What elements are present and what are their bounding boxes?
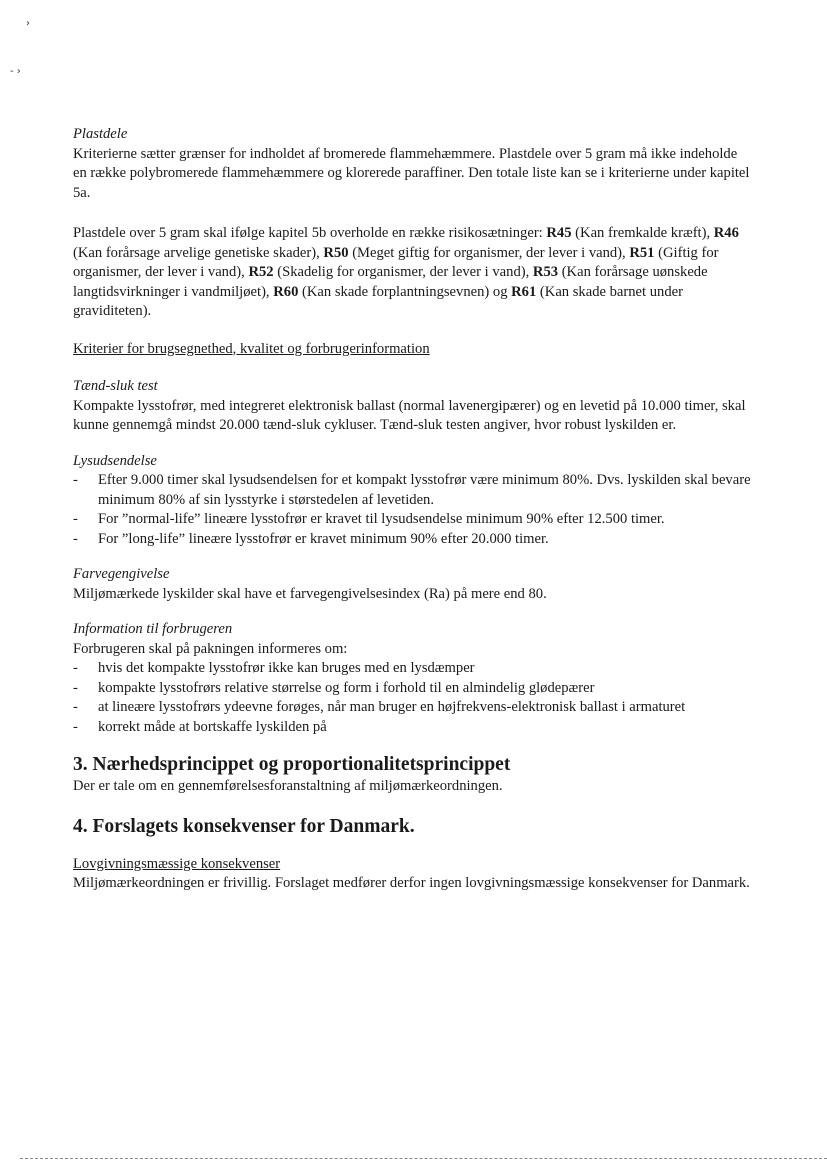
list-item: - at lineære lysstofrørs ydeevne forøges, når man bruger en højfrekvens-elektronisk ballast i armaturet xyxy=(73,698,753,718)
text-segment: (Kan forårsage arvelige genetiske skader), xyxy=(73,244,324,261)
risk-phrase-r61: R61 xyxy=(511,283,537,300)
farvegengivelse-heading: Farvegengivelse xyxy=(73,566,170,582)
list-item: - Efter 9.000 timer skal lysudsendelsen for et kompakt lysstofrør være minimum 80%. Dvs. lyskilden skal bevare minimum 80% af sin lysstyrke i størstedelen af levetiden. xyxy=(73,471,753,510)
information-list xyxy=(73,659,753,737)
farvegengivelse-text: Miljømærkede lyskilder skal have et farvegengivelsesindex (Ra) på mere end 80. xyxy=(73,585,547,602)
plastdele-paragraph-2 xyxy=(73,224,753,322)
risk-phrase-r60: R60 xyxy=(273,283,299,300)
text-segment: (Skadelig for organismer, der lever i vand), xyxy=(273,264,533,280)
plastdele-paragraph-1: Kriterierne sætter grænser for indholdet af bromerede flammehæmmere. Plastdele over 5 gram må ikke indeholde en række polybromerede flammehæmmere og klorerede paraffiner. Den totale liste kan se i kriterierne under kapitel 5a. xyxy=(73,145,750,201)
section-4-text: Miljømærkeordningen er frivillig. Forslaget medfører derfor ingen lovgivningsmæssige konsekvenser for Danmark. xyxy=(73,875,750,891)
lysudsendelse-heading: Lysudsendelse xyxy=(73,452,157,469)
taend-sluk-text: Kompakte lysstofrør, med integreret elektronisk ballast (normal lavenergipærer) og en levetid på 10.000 timer, skal kunne gennemgå mindst 20.000 tænd-sluk cykluser. Tænd-sluk testen angiver, hvor robust lyskilden er. xyxy=(73,397,746,433)
text-segment: (Giftig for organismer, der lever i vand), xyxy=(73,244,719,280)
section-3-heading: 3. Nærhedsprincippet og proportionalitetsprincippet xyxy=(73,754,511,775)
taend-sluk-heading: Tænd-sluk test xyxy=(73,378,158,394)
risk-phrase-r45: R45 xyxy=(546,225,572,241)
text-segment: Plastdele over 5 gram skal ifølge kapitel 5b overholde en række risikosætninger: xyxy=(73,225,547,241)
scan-mark-left: - › xyxy=(10,66,21,77)
criteria-heading xyxy=(73,340,753,360)
criteria-heading-text: Kriterier for brugsegnethed, kvalitet og forbrugerinformation xyxy=(73,340,430,357)
risk-phrase-r46: R46 xyxy=(713,225,739,241)
text-segment: (Kan fremkalde kræft), xyxy=(571,225,714,241)
list-item: - korrekt måde at bortskaffe lyskilden på xyxy=(73,718,753,738)
risk-phrase-r50: R50 xyxy=(323,244,349,261)
document-page xyxy=(73,125,753,894)
scan-edge-line xyxy=(20,1158,827,1160)
list-item: - hvis det kompakte lysstofrør ikke kan bruges med en lysdæmper xyxy=(73,659,753,679)
text-segment: (Kan skade barnet under graviditeten). xyxy=(73,283,683,319)
lysudsendelse-list xyxy=(73,471,753,549)
risk-phrase-r53: R53 xyxy=(532,264,559,280)
information-intro: Forbrugeren skal på pakningen informeres om: xyxy=(73,640,348,657)
section-3-text: Der er tale om en gennemførelsesforanstaltning af miljømærkeordningen. xyxy=(73,778,503,794)
text-segment: (Meget giftig for organismer, der lever i vand), xyxy=(348,244,630,261)
list-item: - kompakte lysstofrørs relative størrelse og form i forhold til en almindelig glødepærer xyxy=(73,679,753,699)
text-segment: (Kan skade forplantningsevnen) og xyxy=(298,283,512,300)
plastdele-heading: Plastdele xyxy=(73,126,128,142)
risk-phrase-r52: R52 xyxy=(248,264,274,280)
risk-phrase-r51: R51 xyxy=(629,244,655,261)
text-segment: (Kan forårsage uønskede langtidsvirkninger i vandmiljøet), xyxy=(73,264,708,300)
list-item: - For ”long-life” lineære lysstofrør er kravet minimum 90% efter 20.000 timer. xyxy=(73,530,753,550)
scan-mark-top: › xyxy=(26,18,30,29)
section-4-subheading-text: Lovgivningsmæssige konsekvenser xyxy=(73,855,281,872)
list-item: - For ”normal-life” lineære lysstofrør er kravet til lysudsendelse minimum 90% efter 12.500 timer. xyxy=(73,510,753,530)
section-4-heading: 4. Forslagets konsekvenser for Danmark. xyxy=(73,815,415,837)
information-heading: Information til forbrugeren xyxy=(73,621,233,637)
section-4-subheading xyxy=(73,855,753,875)
